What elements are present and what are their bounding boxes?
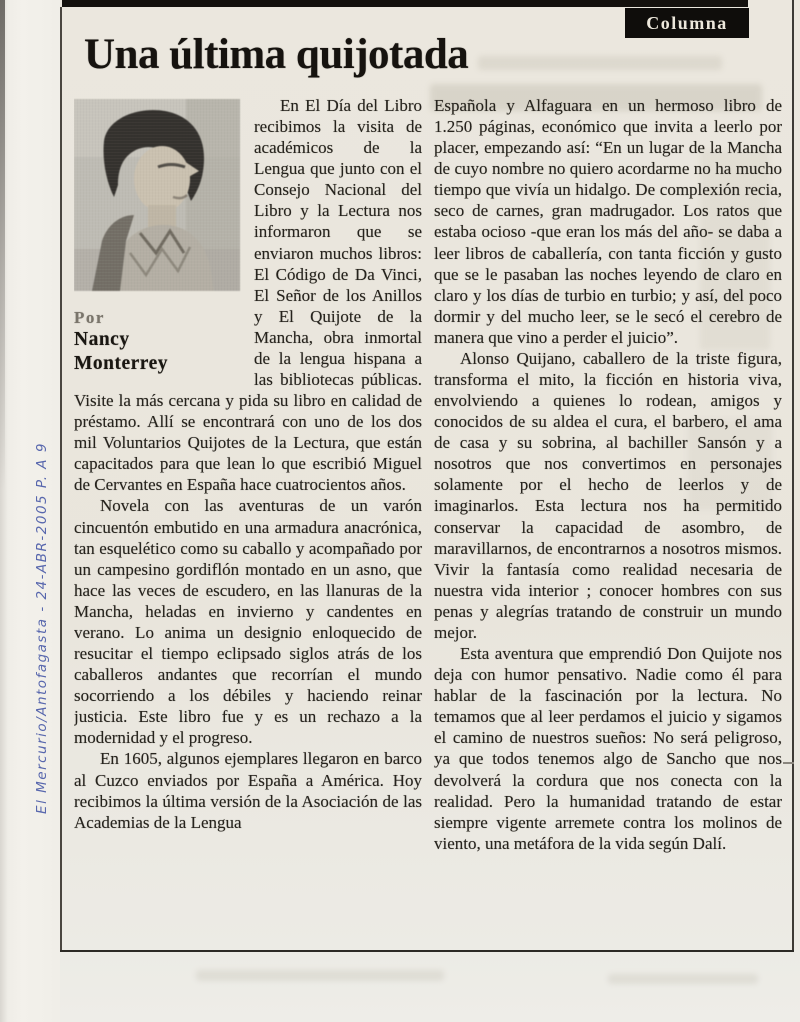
article-paragraph: En 1605, algunos ejemplares llegaron en barco al Cuzco enviados por España a América. Hoy recibimos la última versión de la Asociación de las Academias de la Lengua: [74, 749, 422, 832]
byline-prefix: Por: [74, 308, 105, 327]
article-paragraph: En El Día del Libro recibimos la visita de académicos de la Lengua que junto con el Consejo Nacional del Libro y la Lectura nos informaron que se enviaron muchos libros: El Código de Da Vinci, El Señor de los Anillos y El Quijote de la Mancha, obra inmortal de la lengua hispana a las bibliotecas públicas. Visite la más cercana y pida su libro en calidad de préstamo. Allí se encontrará con uno de los dos mil Voluntarios Quijotes de la Lectura, que están capacitados para que lean lo que escribió Miguel de Cervantes en España hace cuatrocientos años.: [74, 96, 422, 495]
photo-and-byline-block: [74, 99, 242, 377]
byline: [74, 307, 242, 377]
byline-last-name: Monterrey: [74, 353, 169, 375]
bleedthrough-ghost: [196, 970, 444, 981]
headline: Una última quijotada: [84, 31, 469, 78]
article-paragraph: Alonso Quijano, caballero de la triste figura, transforma el mito, la ficción en historia viva, envolviendo a quienes lo rodean, amigos y conocidos de su aldea el cura, el barbero, el ama de casa y su sobrina, al bachiller Sansón y a nosotros que nos convertimos en personajes solamente por el hecho de leerlos y de imaginarlos. Esta lectura nos ha permitido conservar la capacidad de asombro, de maravillarnos, de encontrarnos a nosotros mismos. Vivir la fantasía como realidad necesaria de nuestra vida interior ; conocer hombres con sus penas y alegrías tratando de construir un mundo mejor.: [434, 348, 782, 642]
margin-tick-mark: [783, 762, 794, 764]
clipping-border-bottom: [60, 950, 794, 952]
clipping-border-left: [60, 7, 62, 952]
handwritten-margin-note: El Mercurio/Antofagasta - 24-ABR-2005 P. A 9: [34, 442, 50, 814]
author-photo-illustration: [74, 99, 240, 291]
left-column: [74, 95, 422, 948]
bleedthrough-ghost: [608, 974, 758, 984]
byline-first-name: Nancy: [74, 329, 130, 351]
author-photo: [74, 99, 240, 291]
article-paragraph: Española y Alfaguara en un hermoso libro de 1.250 páginas, económico que invita a leerlo por placer, empezando así: “En un lugar de la Mancha de cuyo nombre no quiero acordarme no ha mucho tiempo que vivía un hidalgo. De complexión recia, seco de carnes, gran madrugador. Los ratos que estaba ocioso -que eran los más del año- se daba a leer libros de caballería, con tanta ficción y gusto que se le pasaban las noches leyendo de claro en claro y los días de turbio en turbio; y así, del poco dormir y del mucho leer, se le secó el cerebro de manera que vino a perder el juicio”.: [434, 96, 782, 347]
article-body: [74, 95, 782, 948]
article-clipping: [60, 0, 794, 952]
article-paragraph: Novela con las aventuras de un varón cincuentón embutido en una armadura anacrónica, tan esquelético como su caballo y acompañado por un campesino gordiflón montado en un asno, que hace las veces de escudero, en las llanuras de la Mancha, heladas en invierno y candentes en verano. Lo anima un designio enloquecido de resucitar el tiempo eclipsado siglos atrás de los caballeros andantes que recorrían el mundo socorriendo a los débiles y haciendo reinar justicia. Este libro fue y es un rechazo a la modernidad y el progreso.: [74, 496, 422, 748]
scan-edge-shadow: [0, 0, 5, 491]
right-column: [434, 95, 782, 948]
clipping-border-right: [792, 0, 794, 952]
columna-badge: Columna: [625, 8, 749, 38]
scan-left-margin: [0, 0, 60, 1022]
section-rule-bar: [62, 0, 748, 7]
article-paragraph: Esta aventura que emprendió Don Quijote nos deja con humor pensativo. Nadie como él para hablar de la fascinación por la lectura. No temamos que al leer perdamos el juicio y sigamos el camino de nuestros sueños: No será peligroso, ya que todos tenemos algo de Sancho que nos devolverá la cordura que nos conecta con la realidad. Pero la humanidad tratando de estar siempre vigente arremete contra los molinos de viento, una metáfora de la vida según Dalí.: [434, 644, 782, 853]
